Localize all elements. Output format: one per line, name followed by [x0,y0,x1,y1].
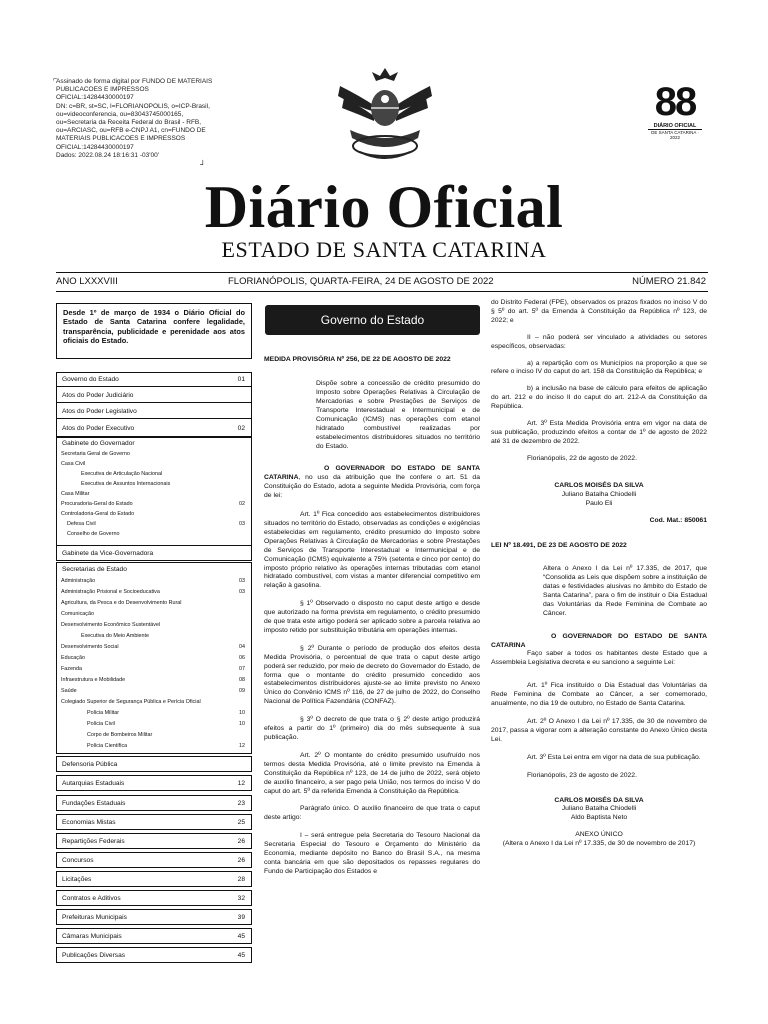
digital-signature [53,76,226,169]
toc-item[interactable]: Contratos e Aditivos 32 [62,895,245,902]
signature-corner-mark: ⌐ [53,76,58,83]
toc-bottom-box [56,890,252,906]
paragraph: a) a repartição com os Municípios na proporção a que se refere o inciso IV do caput do art. 158 da Constituição da República; e [491,359,707,376]
signature-line: Dados: 2022.08.24 18:16:31 -03'00' [56,151,159,159]
toc-subitem[interactable]: Saúde 09 [61,688,245,694]
toc-subitem[interactable]: Administração Prisional e Socioeducativa 03 [61,589,245,595]
toc-subitem[interactable]: Infraestrutura e Mobilidade 08 [61,677,245,683]
toc-item[interactable]: Fundações Estaduais 23 [62,800,245,807]
paragraph: § 1º Observado o disposto no caput deste artigo e desde que autorizado na forma prevista em regulamento, o crédito presumido de que trata este artigo poderá ser aplicado sobre a parcela relativa ao imposto retido por substituição tributária em operações internas. [264,600,480,634]
toc-top-box [56,372,252,438]
toc-bottom-box [56,852,252,868]
toc-item[interactable]: Atos do Poder Executivo 02 [62,425,245,432]
toc-item[interactable]: Governo do Estado 01 [57,373,251,387]
signature-line: PUBLICACOES E IMPRESSOS [56,86,149,94]
middle-column [264,355,480,877]
paragraph: b) a inclusão na base de cálculo para efeitos de aplicação do art. 212 e do inciso II do caput do art. 212-A da Constituição da República. [491,385,707,411]
signature-line: DN: c=BR, st=SC, l=FLORIANOPOLIS, o=ICP-Brasil, [56,102,210,110]
decree-heading: MEDIDA PROVISÓRIA Nº 256, DE 22 DE AGOSTO DE 2022 [264,356,451,363]
paragraph: § 3º O decreto de que trata o § 2º deste artigo produzirá efeitos a partir do 1º (primeiro) dia do mês subsequente à sua publicação. [264,716,480,742]
toc-heading: Gabinete do Governador [62,440,135,447]
toc-bottom-box [56,756,252,772]
toc-item[interactable]: Atos do Poder Legislativo [57,405,251,419]
paragraph: II – não poderá ser vinculado a atividades ou setores específicos, observadas: [491,333,707,350]
toc-subitem[interactable]: Agricultura, da Pesca e do Desenvolvimento Rural [61,600,182,606]
signature-line: OFICIAL:14284430000197 [56,143,134,151]
paragraph: do Distrito Federal (FPE), observados os prazos fixados no inciso V do § 5º do art. 5º da Emenda à Constituição da República nº 123, de 2022; e [491,299,707,324]
toc-bottom-box [56,814,252,830]
decree-preamble: O GOVERNADOR DO ESTADO DE SANTA CATARINA, no uso da atribuição que lhe confere o art. 51 da Constituição do Estado, adota a seguinte Medida Provisória, com força de lei: [264,465,480,500]
toc-bottom-box [56,947,252,963]
signature-line: Assinado de forma digital por FUNDO DE MATERIAIS [56,78,213,85]
signatory-name: Paulo Eli [585,499,613,507]
anniversary-badge [648,82,702,152]
signature-corner-mark: ┘ [200,160,206,169]
masthead-dateline: FLORIANÓPOLIS, QUARTA-FEIRA, 24 DE AGOSTO DE 2022 [228,276,494,287]
page-subtitle: ESTADO DE SANTA CATARINA [221,237,547,262]
signature-line: ou=videoconferencia, ou=83043745000165, [56,110,184,118]
toc-secretarias-box [56,562,252,754]
signature-line: MATERIAIS PUBLICACOES E IMPRESSOS [56,135,186,143]
toc-item[interactable]: Gabinete da Vice-Governadora [62,550,154,557]
signatory-name: Juliano Batalha Chiodelli [561,805,637,813]
toc-subitem[interactable]: Casa Militar [61,491,90,497]
paragraph: Art. 3º Esta Lei entra em vigor na data de sua publicação. [527,753,701,761]
badge-sublabel: DE SANTA CATARINA · 2022 [648,129,702,140]
toc-subitem[interactable]: Secretaria Geral de Governo [61,451,130,457]
paragraph: Art. 2º O montante do crédito presumido usufruído nos termos desta Medida Provisória, até o limite previsto na Emenda à Constituição da República nº 123, de 14 de julho de 2022, será objeto de auxílio financeiro, a ser pago pela União, nos termos do inciso V do caput do art. 5º da referida Emenda à Constituição da República. [264,751,480,795]
toc-subitem[interactable]: Executiva de Assuntos Internacionais [81,481,171,487]
masthead-year: ANO LXXXVIII [56,276,118,287]
toc-bottom-box [56,795,252,811]
law-ementa: Altera o Anexo I da Lei nº 17.335, de 2017, que “Consolida as Leis que dispõem sobre a instituição de datas e festividades alusivas no âmbito do Estado de Santa Catarina”, para o fim de instituir o Dia Estadual das Voluntárias da Rede Feminina de Combate ao Câncer. [543,565,707,617]
toc-subitem[interactable]: Desenvolvimento Social 04 [61,644,245,650]
paragraph: § 2º Durante o período de produção dos efeitos desta Medida Provisória, o percentual de que trata o caput deste artigo poderá ser reduzido, por meio de decreto do Governador do Estado, de forma que o montante do crédito presumido concedido aos estabelecimentos distribuidores ajuste-se ao limite previsto no Anexo Único do Convênio ICMS nº 116, de 27 de julho de 2022, do Conselho Nacional de Política Fazendária (CONFAZ). [264,644,480,706]
toc-subitem[interactable]: Polícia Civil 10 [87,721,245,727]
signature-line: OFICIAL:14284430000197 [56,94,134,102]
toc-subitem[interactable]: Corpo de Bombeiros Militar [87,732,153,738]
toc-subitem[interactable]: Polícia Militar 10 [87,710,245,716]
toc-item[interactable]: Concursos 26 [62,857,245,864]
badge-label: DIÁRIO OFICIAL [653,123,697,129]
state-coat-of-arms-icon [330,66,440,166]
right-column [491,299,707,849]
toc-item[interactable]: Economias Mistas 25 [62,819,245,826]
paragraph: I – será entregue pela Secretaria do Tesouro Nacional da Secretaria Especial do Tesouro e Orçamento do Ministério da Economia, mediante depósito no Banco do Brasil S.A., na mesma conta bancária em que são depositados os repasses regulares do Fundo de Participação dos Estados e [264,832,480,875]
page-title: Diário Oficial [204,174,564,240]
paragraph: Art. 3º Esta Medida Provisória entra em vigor na data de sua publicação, produzindo efeitos a contar de 1º de agosto de 2022 até 31 de dezembro de 2022. [491,420,707,445]
annex-title: ANEXO ÚNICO [575,831,623,839]
paragraph: Parágrafo único. O auxílio financeiro de que trata o caput deste artigo: [264,805,480,822]
toc-vice-box [56,545,252,561]
toc-subitem[interactable]: Colegiado Superior de Segurança Pública e Perícia Oficial [61,699,201,705]
annex-subtitle: (Altera o Anexo I da Lei nº 17.335, de 30 de novembro de 2017) [502,840,696,848]
toc-subitem[interactable]: Desenvolvimento Econômico Sustentável [61,622,161,628]
decree-ementa: Dispõe sobre a concessão de crédito presumido do Imposto sobre Operações Relativas à Circulação de Mercadorias e sobre Prestações de Serviços de Transporte Interestadual e Intermunicipal e de Comunicação (ICMS) nas operações com etanol hidratado combustível realizadas por estabelecimentos distribuidores situados no território do Estado. [316,380,480,450]
toc-item[interactable]: Prefeituras Municipais 39 [62,914,245,921]
toc-item[interactable]: Atos do Poder Judiciário [57,389,251,403]
paragraph: Faço saber a todos os habitantes deste Estado que a Assembleia Legislativa decreta e eu sanciono a seguinte Lei: [491,650,707,667]
material-code: Cod. Mat.: 850061 [649,517,707,525]
intro-box: Desde 1º de março de 1934 o Diário Oficial do Estado de Santa Catarina confere legalidade, transparência, publicidade e perenidade aos atos oficiais do Estado. [56,303,252,359]
toc-subitem[interactable]: Controladoria-Geral do Estado [61,511,135,517]
law-heading: LEI Nº 18.491, DE 23 DE AGOSTO DE 2022 [491,542,627,550]
signatory-name: CARLOS MOISÉS DA SILVA [554,796,644,804]
toc-heading: Secretarias de Estado [62,566,127,573]
toc-subitem[interactable]: Administração 03 [61,578,245,584]
toc-gabinete-box [56,436,252,546]
toc-item[interactable]: Autarquias Estaduais 12 [62,780,245,787]
paragraph: Art. 2º O Anexo I da Lei nº 17.335, de 30 de novembro de 2017, passa a vigorar com a alteração constante do Anexo Único desta Lei. [491,718,707,743]
law-preamble-bold: O GOVERNADOR DO ESTADO DE SANTA CATARINA [491,632,707,649]
toc-bottom-box [56,775,252,791]
toc-bottom-box [56,909,252,925]
signature-line: ou=Secretaria da Receita Federal do Brasil - RFB, [56,119,202,127]
section-banner: Governo do Estado [265,305,480,335]
masthead-number: NÚMERO 21.842 [632,276,706,287]
toc-subitem[interactable]: Educação 06 [61,655,245,661]
toc-item[interactable]: Publicações Diversas 45 [62,952,245,959]
badge-number: 88 [654,80,696,124]
toc-subitem[interactable]: Conselho de Governo [67,531,120,537]
toc-subitem[interactable]: Procuradoria-Geral do Estado 02 [61,501,245,507]
toc-subitem[interactable]: Fazenda 07 [61,666,245,672]
date-line: Florianópolis, 22 de agosto de 2022. [527,454,637,462]
paragraph: Art. 1º Fica concedido aos estabelecimentos distribuidores situados no território do Estado, observadas as condições e exigências estabelecidas em regulamento, crédito presumido do Imposto sobre Operações Relativas à Circulação de Mercadorias e sobre Prestações de Serviços de Transporte Interestadual e Intermunicipal e de Comunicação (ICMS) equivalente a 75% (setenta e cinco por cento) do imposto próprio relativo às operações internas tributadas com etanol hidratado combustível, com vistas a manter diferencial competitivo em relação à gasolina. [264,511,480,590]
toc-bottom-box [56,871,252,887]
date-line: Florianópolis, 23 de agosto de 2022. [527,771,637,779]
toc-bottom-box [56,928,252,944]
paragraph: Art. 1º Fica instituído o Dia Estadual das Voluntárias da Rede Feminina de Combate ao Câncer, a ser comemorado, anualmente, no dia 19 de outubro, no Estado de Santa Catarina. [491,682,707,708]
toc-subitem[interactable]: Executiva do Meio Ambiente [81,633,150,639]
toc-subitem[interactable]: Executiva de Articulação Nacional [81,471,163,477]
signatory-name: Aldo Baptista Neto [570,814,628,822]
toc-item[interactable]: Licitações 28 [62,876,245,883]
toc-item[interactable]: Repartições Federais 26 [62,838,245,845]
toc-subitem[interactable]: Defesa Civil 03 [67,521,245,527]
signature-line: ou=ARCIASC, ou=RFB e-CNPJ A1, cn=FUNDO DE [56,127,206,135]
masthead-bar [56,272,708,292]
toc-subitem[interactable]: Comunicação [61,611,94,617]
toc-bottom-box [56,833,252,849]
toc-subitem[interactable]: Casa Civil [61,461,86,467]
signatory-name: Juliano Batalha Chiodelli [561,490,637,498]
signatory-name: CARLOS MOISÉS DA SILVA [554,481,644,489]
toc-item[interactable]: Câmaras Municipais 45 [62,933,245,940]
toc-subitem[interactable]: Polícia Científica 12 [87,743,245,749]
toc-item[interactable]: Defensoria Pública [62,761,118,768]
